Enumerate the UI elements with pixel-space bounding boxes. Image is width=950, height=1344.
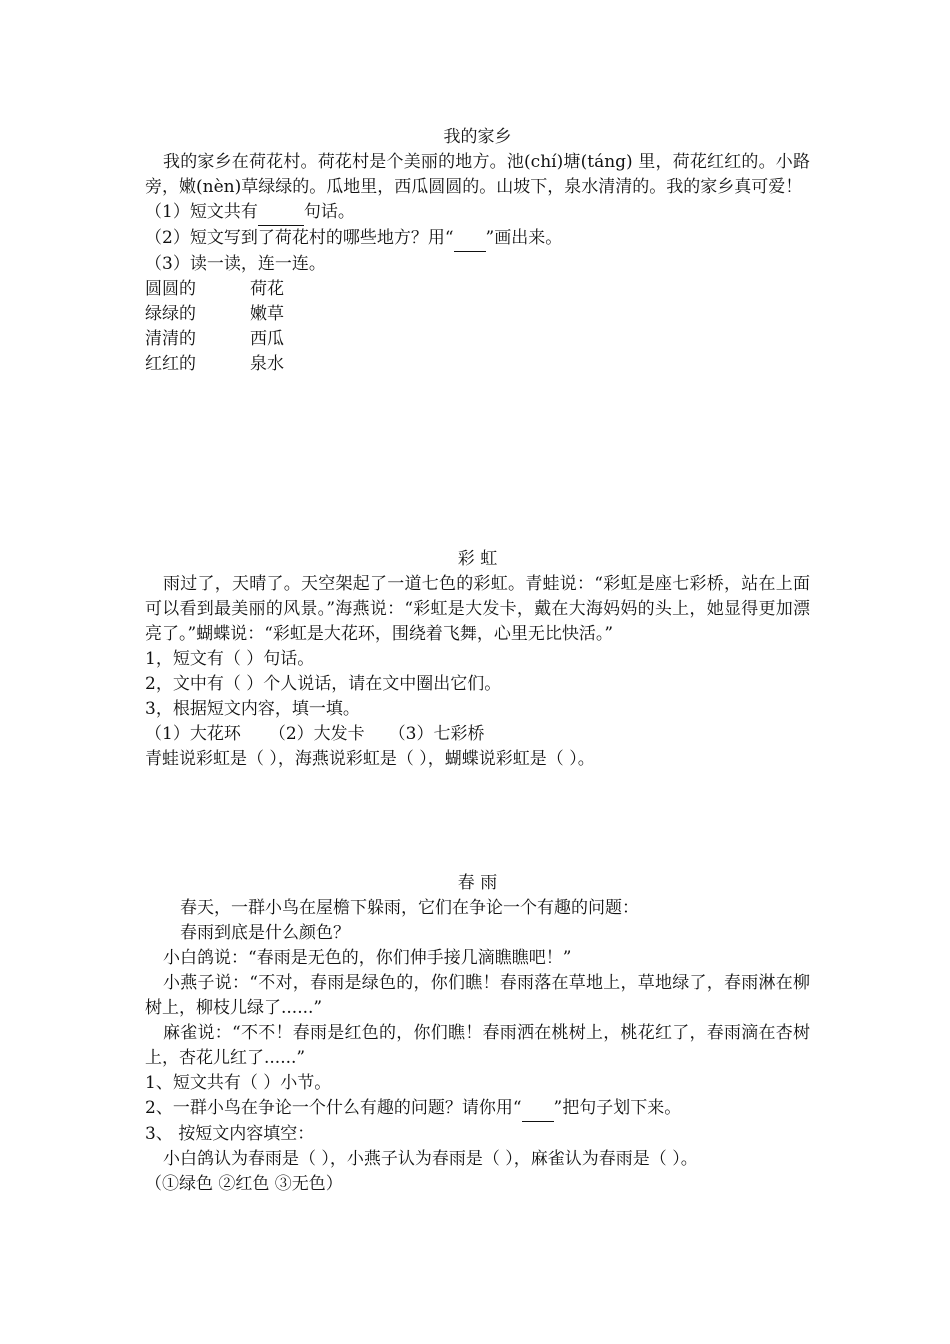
underline-mark xyxy=(454,226,486,252)
question-1: 1、短文共有（ ）小节。 xyxy=(145,1073,332,1093)
passage-paragraph: 雨过了，天晴了。天空架起了一道七色的彩虹。青蛙说：“彩虹是座七彩桥，站在上面可以看到最美丽的风景。”海燕说：“彩虹是大发卡，戴在大海妈妈的头上，她显得更加漂亮了。”蝴蝶说：“彩虹是大花环，围绕着飞舞，心里无比快活。” xyxy=(145,574,810,644)
matching-list xyxy=(145,277,810,377)
passage-paragraph: 春雨到底是什么颜色？ xyxy=(180,923,350,943)
section-title: 我的家乡 xyxy=(443,127,512,147)
answer-options xyxy=(145,722,810,747)
match-left[interactable]: 红红的 xyxy=(145,354,196,374)
section-spring-rain xyxy=(145,871,810,1197)
match-right[interactable]: 荷花 xyxy=(250,279,284,299)
question-2 xyxy=(145,1096,810,1122)
question-3: 3、 按短文内容填空： xyxy=(145,1124,315,1144)
match-left[interactable]: 圆圆的 xyxy=(145,279,196,299)
question-text: 2、一群小鸟在争论一个什么有趣的问题？请你用“ xyxy=(145,1098,522,1118)
question-1: 1，短文有（ ）句话。 xyxy=(145,649,315,669)
passage-paragraph: 春天，一群小鸟在屋檐下躲雨，它们在争论一个有趣的问题： xyxy=(180,898,639,918)
question-1 xyxy=(145,200,810,226)
question-3: 3，根据短文内容，填一填。 xyxy=(145,699,360,719)
underline-mark xyxy=(522,1096,554,1122)
question-text: 句话。 xyxy=(303,202,355,222)
match-left[interactable]: 绿绿的 xyxy=(145,304,196,324)
section-title: 彩 虹 xyxy=(457,549,498,569)
answer-options: （①绿色 ②红色 ③无色） xyxy=(145,1174,343,1194)
answer-blank[interactable] xyxy=(258,200,304,226)
match-right[interactable]: 泉水 xyxy=(250,354,284,374)
option: （3）七彩桥 xyxy=(388,724,485,744)
fill-in-sentence[interactable]: 小白鸽认为春雨是（ ），小燕子认为春雨是（ ），麻雀认为春雨是（ ）。 xyxy=(163,1149,698,1169)
section-title: 春 雨 xyxy=(457,873,498,893)
passage-paragraph: 我的家乡在荷花村。荷花村是个美丽的地方。池(chí)塘(táng) 里，荷花红红的。小路旁，嫩(nèn)草绿绿的。瓜地里，西瓜圆圆的。山坡下，泉水清清的。我的家乡真可爱！ xyxy=(145,152,810,197)
passage-paragraph: 麻雀说：“不不！春雨是红色的，你们瞧！春雨洒在桃树上，桃花红了，春雨滴在杏树上，杏花儿红了......” xyxy=(145,1023,810,1068)
question-text: （1）短文共有 xyxy=(145,202,258,222)
question-2 xyxy=(145,226,810,252)
section-rainbow xyxy=(145,547,810,772)
match-left[interactable]: 清清的 xyxy=(145,329,196,349)
question-2: 2，文中有（ ）个人说话，请在文中圈出它们。 xyxy=(145,674,502,694)
matching-row xyxy=(145,352,810,377)
question-text: ”把句子划下来。 xyxy=(553,1098,682,1118)
option: （2）大发卡 xyxy=(268,724,365,744)
matching-row xyxy=(145,277,810,302)
match-right[interactable]: 西瓜 xyxy=(250,329,284,349)
question-text: （2）短文写到了荷花村的哪些地方？用“ xyxy=(145,228,454,248)
passage-paragraph: 小白鸽说：“春雨是无色的，你们伸手接几滴瞧瞧吧！” xyxy=(163,948,572,968)
match-right[interactable]: 嫩草 xyxy=(250,304,284,324)
question-3: （3）读一读，连一连。 xyxy=(145,254,326,274)
fill-in-sentence[interactable]: 青蛙说彩虹是（ ），海燕说彩虹是（ ），蝴蝶说彩虹是（ ）。 xyxy=(145,749,595,769)
question-text: ”画出来。 xyxy=(485,228,563,248)
section-my-hometown xyxy=(145,125,810,377)
matching-row xyxy=(145,302,810,327)
matching-row xyxy=(145,327,810,352)
option: （1）大花环 xyxy=(145,724,241,744)
passage-paragraph: 小燕子说：“不对，春雨是绿色的，你们瞧！春雨落在草地上，草地绿了，春雨淋在柳树上，柳枝儿绿了......” xyxy=(145,973,810,1018)
